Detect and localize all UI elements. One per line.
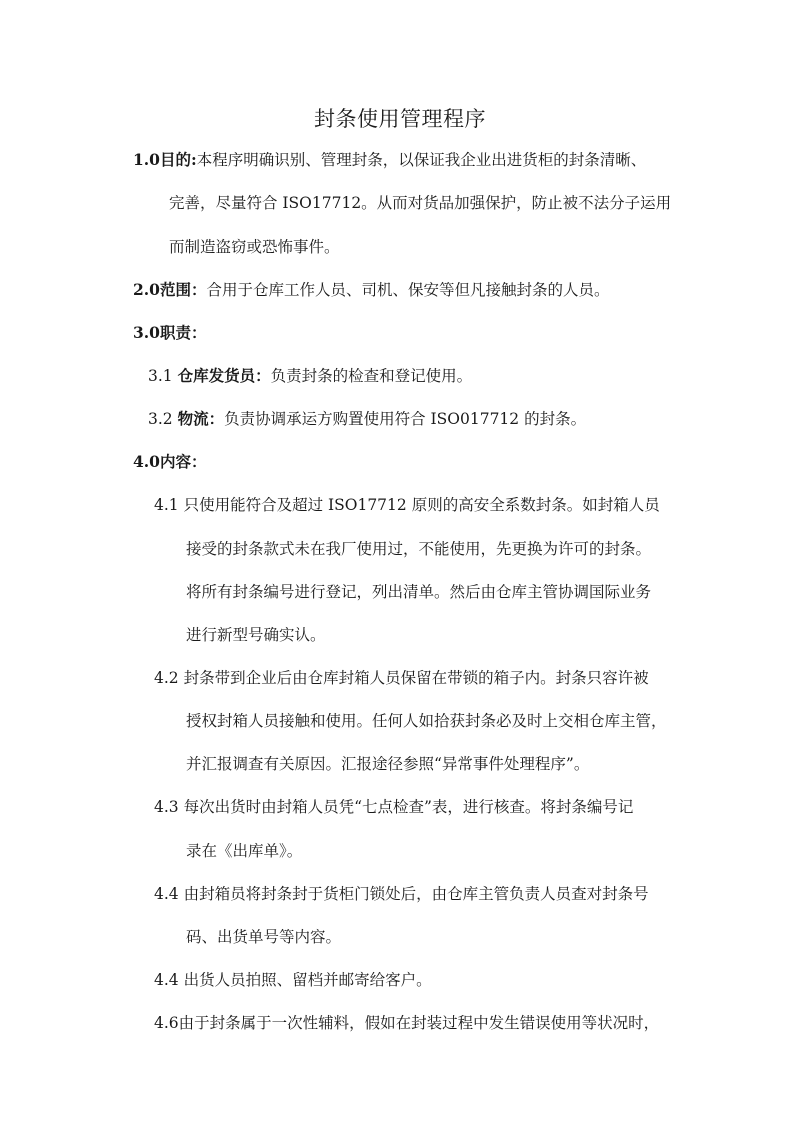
item-4-1-line-2: 接受的封条款式未在我厂使用过，不能使用，先更换为许可的封条。	[186, 540, 652, 558]
item-4-1-line-4: 进行新型号确实认。	[186, 626, 326, 644]
item-4-6-line-1: 4.6由于封条属于一次性辅料，假如在封装过程中发生错误使用等状况时，	[154, 1014, 660, 1032]
item-4-1-line-3: 将所有封条编号进行登记，列出清单。然后由仓库主管协调国际业务	[186, 583, 652, 601]
item-4-4-line-2: 码、出货单号等内容。	[186, 928, 342, 946]
section-1-line-2: 完善，尽量符合 ISO17712。从而对货品加强保护，防止被不法分子运用	[169, 194, 672, 212]
section-2-line	[133, 279, 609, 301]
item-4-2-line-3: 并汇报调查有关原因。汇报途径参照“异常事件处理程序”。	[186, 755, 590, 773]
section-3-item-1	[148, 365, 472, 387]
section-1-line-3: 而制造盗窃或恐怖事件。	[169, 238, 340, 256]
section-2-heading: 2.0范围：	[133, 280, 207, 299]
section-4-heading: 4.0内容：	[133, 452, 207, 471]
item-number: 3.1	[148, 367, 173, 385]
item-4-3-line-2: 录在《出库单》。	[186, 842, 303, 860]
section-1-line-1	[133, 149, 646, 171]
section-3-item-2	[148, 408, 586, 430]
item-text: 负责封条的检查和登记使用。	[270, 367, 473, 385]
item-4-2-line-2: 授权封箱人员接触和使用。任何人如拾获封条必及时上交相仓库主管，	[186, 712, 667, 730]
section-1-heading: 1.0目的:	[133, 150, 197, 169]
item-4-4-line-1: 4.4 由封箱员将封条封于货柜门锁处后，由仓库主管负责人员查对封条号	[154, 885, 649, 903]
item-label: 仓库发货员：	[177, 366, 271, 385]
section-3-heading: 3.0职责：	[133, 323, 207, 342]
section-1-text: 本程序明确识别、管理封条，以保证我企业出进货柜的封条清晰、	[196, 151, 647, 169]
item-4-1-line-1: 4.1 只使用能符合及超过 ISO17712 原则的高安全系数封条。如封箱人员	[154, 496, 660, 514]
item-4-5-line-1: 4.4 出货人员拍照、留档并邮寄给客户。	[154, 971, 432, 989]
item-label: 物流：	[177, 409, 225, 428]
section-2-text: 合用于仓库工作人员、司机、保安等但凡接触封条的人员。	[206, 281, 610, 299]
item-number: 3.2	[148, 410, 173, 428]
document-title: 封条使用管理程序	[314, 107, 486, 131]
item-text: 负责协调承运方购置使用符合 ISO017712 的封条。	[224, 410, 587, 428]
item-4-2-line-1: 4.2 封条带到企业后由仓库封箱人员保留在带锁的箱子内。封条只容许被	[154, 669, 649, 687]
item-4-3-line-1: 4.3 每次出货时由封箱人员凭“七点检查”表，进行核查。将封条编号记	[154, 798, 634, 816]
